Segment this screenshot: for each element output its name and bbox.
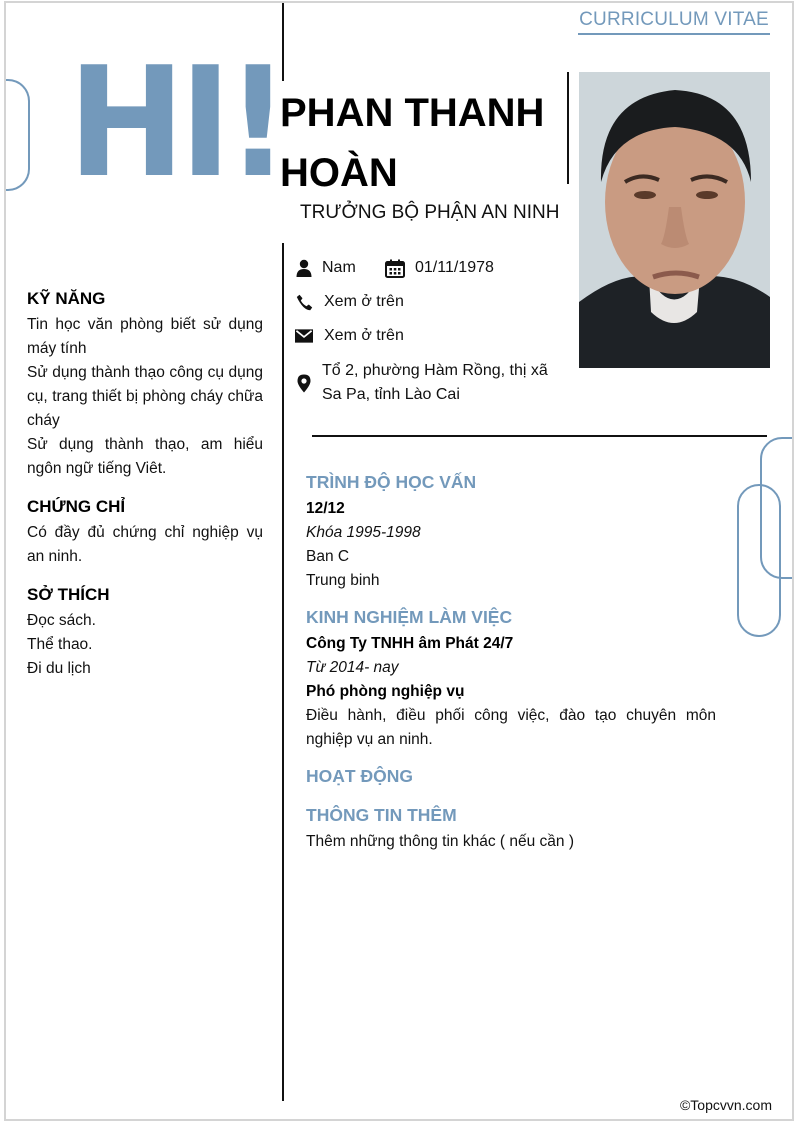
skill-item: Sử dụng thành thạo công cụ dụng cụ, trang thiết bị phòng cháy chữa cháy — [27, 364, 263, 429]
candidate-name: PHAN THANH HOÀN — [280, 91, 545, 195]
contact-birthday — [384, 259, 494, 277]
right-column — [306, 472, 716, 868]
envelope-icon — [295, 327, 313, 345]
section-skills — [27, 289, 263, 481]
divider-vertical-main — [282, 243, 284, 1101]
address-value — [322, 359, 548, 407]
education-title: TRÌNH ĐỘ HỌC VẤN — [306, 472, 477, 492]
section-education — [306, 472, 716, 593]
address-line-2: Sa Pa, tỉnh Lào Cai — [322, 386, 460, 403]
section-hobbies — [27, 585, 263, 681]
section-additional-info — [306, 805, 716, 854]
address-line-1: Tổ 2, phường Hàm Rồng, thị xã — [322, 362, 548, 379]
section-activities — [306, 766, 716, 787]
education-grade: Trung binh — [306, 572, 380, 589]
additional-info-title: THÔNG TIN THÊM — [306, 805, 457, 825]
education-major: Ban C — [306, 548, 350, 565]
contact-gender — [295, 259, 356, 277]
experience-title: KINH NGHIỆM LÀM VIỆC — [306, 607, 513, 627]
decor-right-pill-inner — [737, 484, 781, 637]
activities-title: HOẠT ĐỘNG — [306, 766, 413, 786]
education-period: Khóa 1995-1998 — [306, 524, 421, 541]
cv-label: CURRICULUM VITAE — [578, 9, 770, 35]
phone-icon — [295, 293, 313, 311]
section-certificates — [27, 497, 263, 569]
phone-value: Xem ở trên — [324, 293, 404, 310]
contact-email — [295, 327, 404, 345]
map-pin-icon — [295, 374, 313, 392]
certificates-title: CHỨNG CHỈ — [27, 497, 126, 516]
calendar-icon — [384, 259, 406, 277]
divider-horizontal — [312, 435, 767, 437]
experience-description: Điều hành, điều phối công việc, đào tạo chuyên môn nghiệp vụ an ninh. — [306, 707, 716, 748]
cv-page — [4, 1, 794, 1121]
skills-title: KỸ NĂNG — [27, 289, 106, 308]
birthday-value: 01/11/1978 — [415, 259, 494, 276]
profile-photo — [579, 72, 770, 368]
experience-company: Công Ty TNHH âm Phát 24/7 — [306, 635, 514, 652]
user-icon — [295, 259, 313, 277]
additional-info-text: Thêm những thông tin khác ( nếu cần ) — [306, 833, 575, 850]
email-value: Xem ở trên — [324, 327, 404, 344]
footer-copyright: ©Topcvvn.com — [679, 1097, 772, 1113]
left-column — [27, 289, 263, 697]
certificate-text: Có đầy đủ chứng chỉ nghiệp vụ an ninh. — [27, 524, 263, 565]
experience-role: Phó phòng nghiệp vụ — [306, 683, 465, 700]
contact-phone — [295, 293, 404, 311]
candidate-position: TRƯỞNG BỘ PHẬN AN NINH — [300, 202, 560, 223]
portrait-image — [579, 72, 770, 368]
hobby-item: Đi du lịch — [27, 660, 91, 677]
skill-item: Tin học văn phòng biết sử dụng máy tính — [27, 316, 263, 357]
decor-left-bracket — [4, 79, 30, 191]
experience-period: Từ 2014- nay — [306, 659, 399, 676]
hobby-item: Đọc sách. — [27, 612, 96, 629]
skill-item: Sử dụng thành thạo, am hiểu ngôn ngữ tiếng Viêt. — [27, 436, 263, 477]
contact-address — [295, 359, 548, 407]
hobbies-title: SỞ THÍCH — [27, 585, 110, 604]
section-experience — [306, 607, 716, 752]
education-degree: 12/12 — [306, 500, 345, 517]
hobby-item: Thể thao. — [27, 636, 93, 653]
greeting-hi: HI! — [68, 34, 285, 211]
gender-value: Nam — [322, 259, 356, 276]
